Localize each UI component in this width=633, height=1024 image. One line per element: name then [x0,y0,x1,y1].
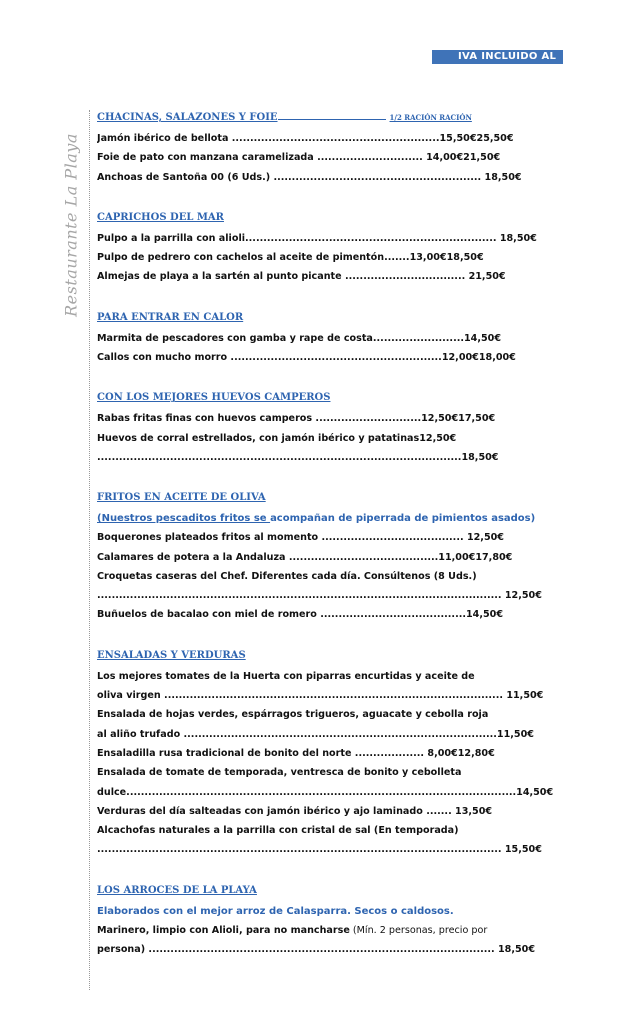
menu-item: ............................................................................................................... 12,50€ [97,590,542,602]
section-title: CHACINAS, SALAZONES Y FOIE 1/2 RACIÓN RACIÓN [97,112,472,123]
section-note: (Nuestros pescaditos fritos se acompañan de piperrada de pimientos asados) [97,513,536,525]
menu-item: dulce...........................................................................................................14,50€ [97,786,554,798]
menu-item: Boquerones plateados fritos al momento ....................................... 12,50€ [97,532,504,544]
menu-item: Jamón ibérico de bellota .........................................................15,50€25,50€ [97,133,514,144]
margin-rule [89,110,90,990]
menu-item: Marmita de pescadores con gamba y rape de costa.........................14,50€ [97,332,502,344]
menu-item: Croquetas caseras del Chef. Diferentes cada día. Consúltenos (8 Uds.) [97,570,477,582]
menu-item: Almejas de playa a la sartén al punto picante ................................. 21,50€ [97,271,506,283]
menu-item: Callos con mucho morro ..........................................................12,00€18,00€ [97,352,516,364]
menu-item: Pulpo de pedrero con cachelos al aceite de pimentón.......13,00€18,50€ [97,252,484,264]
section-fritos [97,491,557,624]
logo-text: Restaurante La Playa [61,133,81,317]
section-calor [97,311,557,368]
section-huevos [97,391,557,467]
menu-item: Rabas fritas finas con huevos camperos .............................12,50€17,50€ [97,413,496,425]
menu-item: Los mejores tomates de la Huerta con piparras encurtidas y aceite de [97,670,475,682]
menu-item: Ensalada de tomate de temporada, ventresca de bonito y cebolleta [97,767,462,779]
menu-item: Ensaladilla rusa tradicional de bonito del norte ................... 8,00€12,80€ [97,747,495,759]
menu-item: Ensalada de hojas verdes, espárragos trigueros, aguacate y cebolla roja [97,709,489,721]
section-title: CON LOS MEJORES HUEVOS CAMPEROS [97,392,331,404]
section-ensaladas [97,649,557,860]
menu-item: Marinero, limpio con Alioli, para no mancharse (Mín. 2 personas, precio por [97,924,488,936]
menu-item: Anchoas de Santoña 00 (6 Uds.) ......................................................... 18,50€ [97,171,522,183]
section-title: LOS ARROCES DE LA PLAYA [97,884,257,896]
menu-item: oliva virgen ............................................................................................. 11,50€ [97,690,544,702]
section-title: ENSALADAS Y VERDURAS [97,649,246,661]
section-chacinas [97,111,557,187]
menu-item: al aliño trufado ......................................................................................11,50€ [97,728,534,740]
menu-item: Pulpo a la parrilla con alioli..................................................................... 18,50€ [97,232,537,244]
section-title: PARA ENTRAR EN CALOR [97,311,244,323]
menu-item: ............................................................................................................... 15,50€ [97,844,542,856]
menu-item: Huevos de corral estrellados, con jamón ibérico y patatinas12,50€ [97,432,457,444]
section-title: CAPRICHOS DEL MAR [97,211,224,223]
menu-item: Buñuelos de bacalao con miel de romero ........................................14,50€ [97,609,504,621]
restaurant-logo [48,133,94,317]
menu-item: ....................................................................................................18,50€ [97,451,499,463]
section-arroces [97,884,557,960]
section-title: FRITOS EN ACEITE DE OLIVA [97,492,266,504]
tax-included-tag: IVA INCLUIDO AL [432,50,563,64]
menu-content [97,111,557,983]
portion-columns: 1/2 RACIÓN RACIÓN [389,113,472,122]
menu-item: persona) ............................................................................................... 18,50€ [97,944,536,956]
menu-item: Calamares de potera a la Andaluza .........................................11,00€17,80€ [97,551,513,563]
menu-item: Verduras del día salteadas con jamón ibérico y ajo laminado ....... 13,50€ [97,805,493,817]
section-caprichos [97,211,557,287]
menu-item: Alcachofas naturales a la parrilla con cristal de sal (En temporada) [97,825,459,837]
menu-item: Foie de pato con manzana caramelizada ............................. 14,00€21,50€ [97,152,501,164]
section-note: Elaborados con el mejor arroz de Calasparra. Secos o caldosos. [97,905,454,917]
